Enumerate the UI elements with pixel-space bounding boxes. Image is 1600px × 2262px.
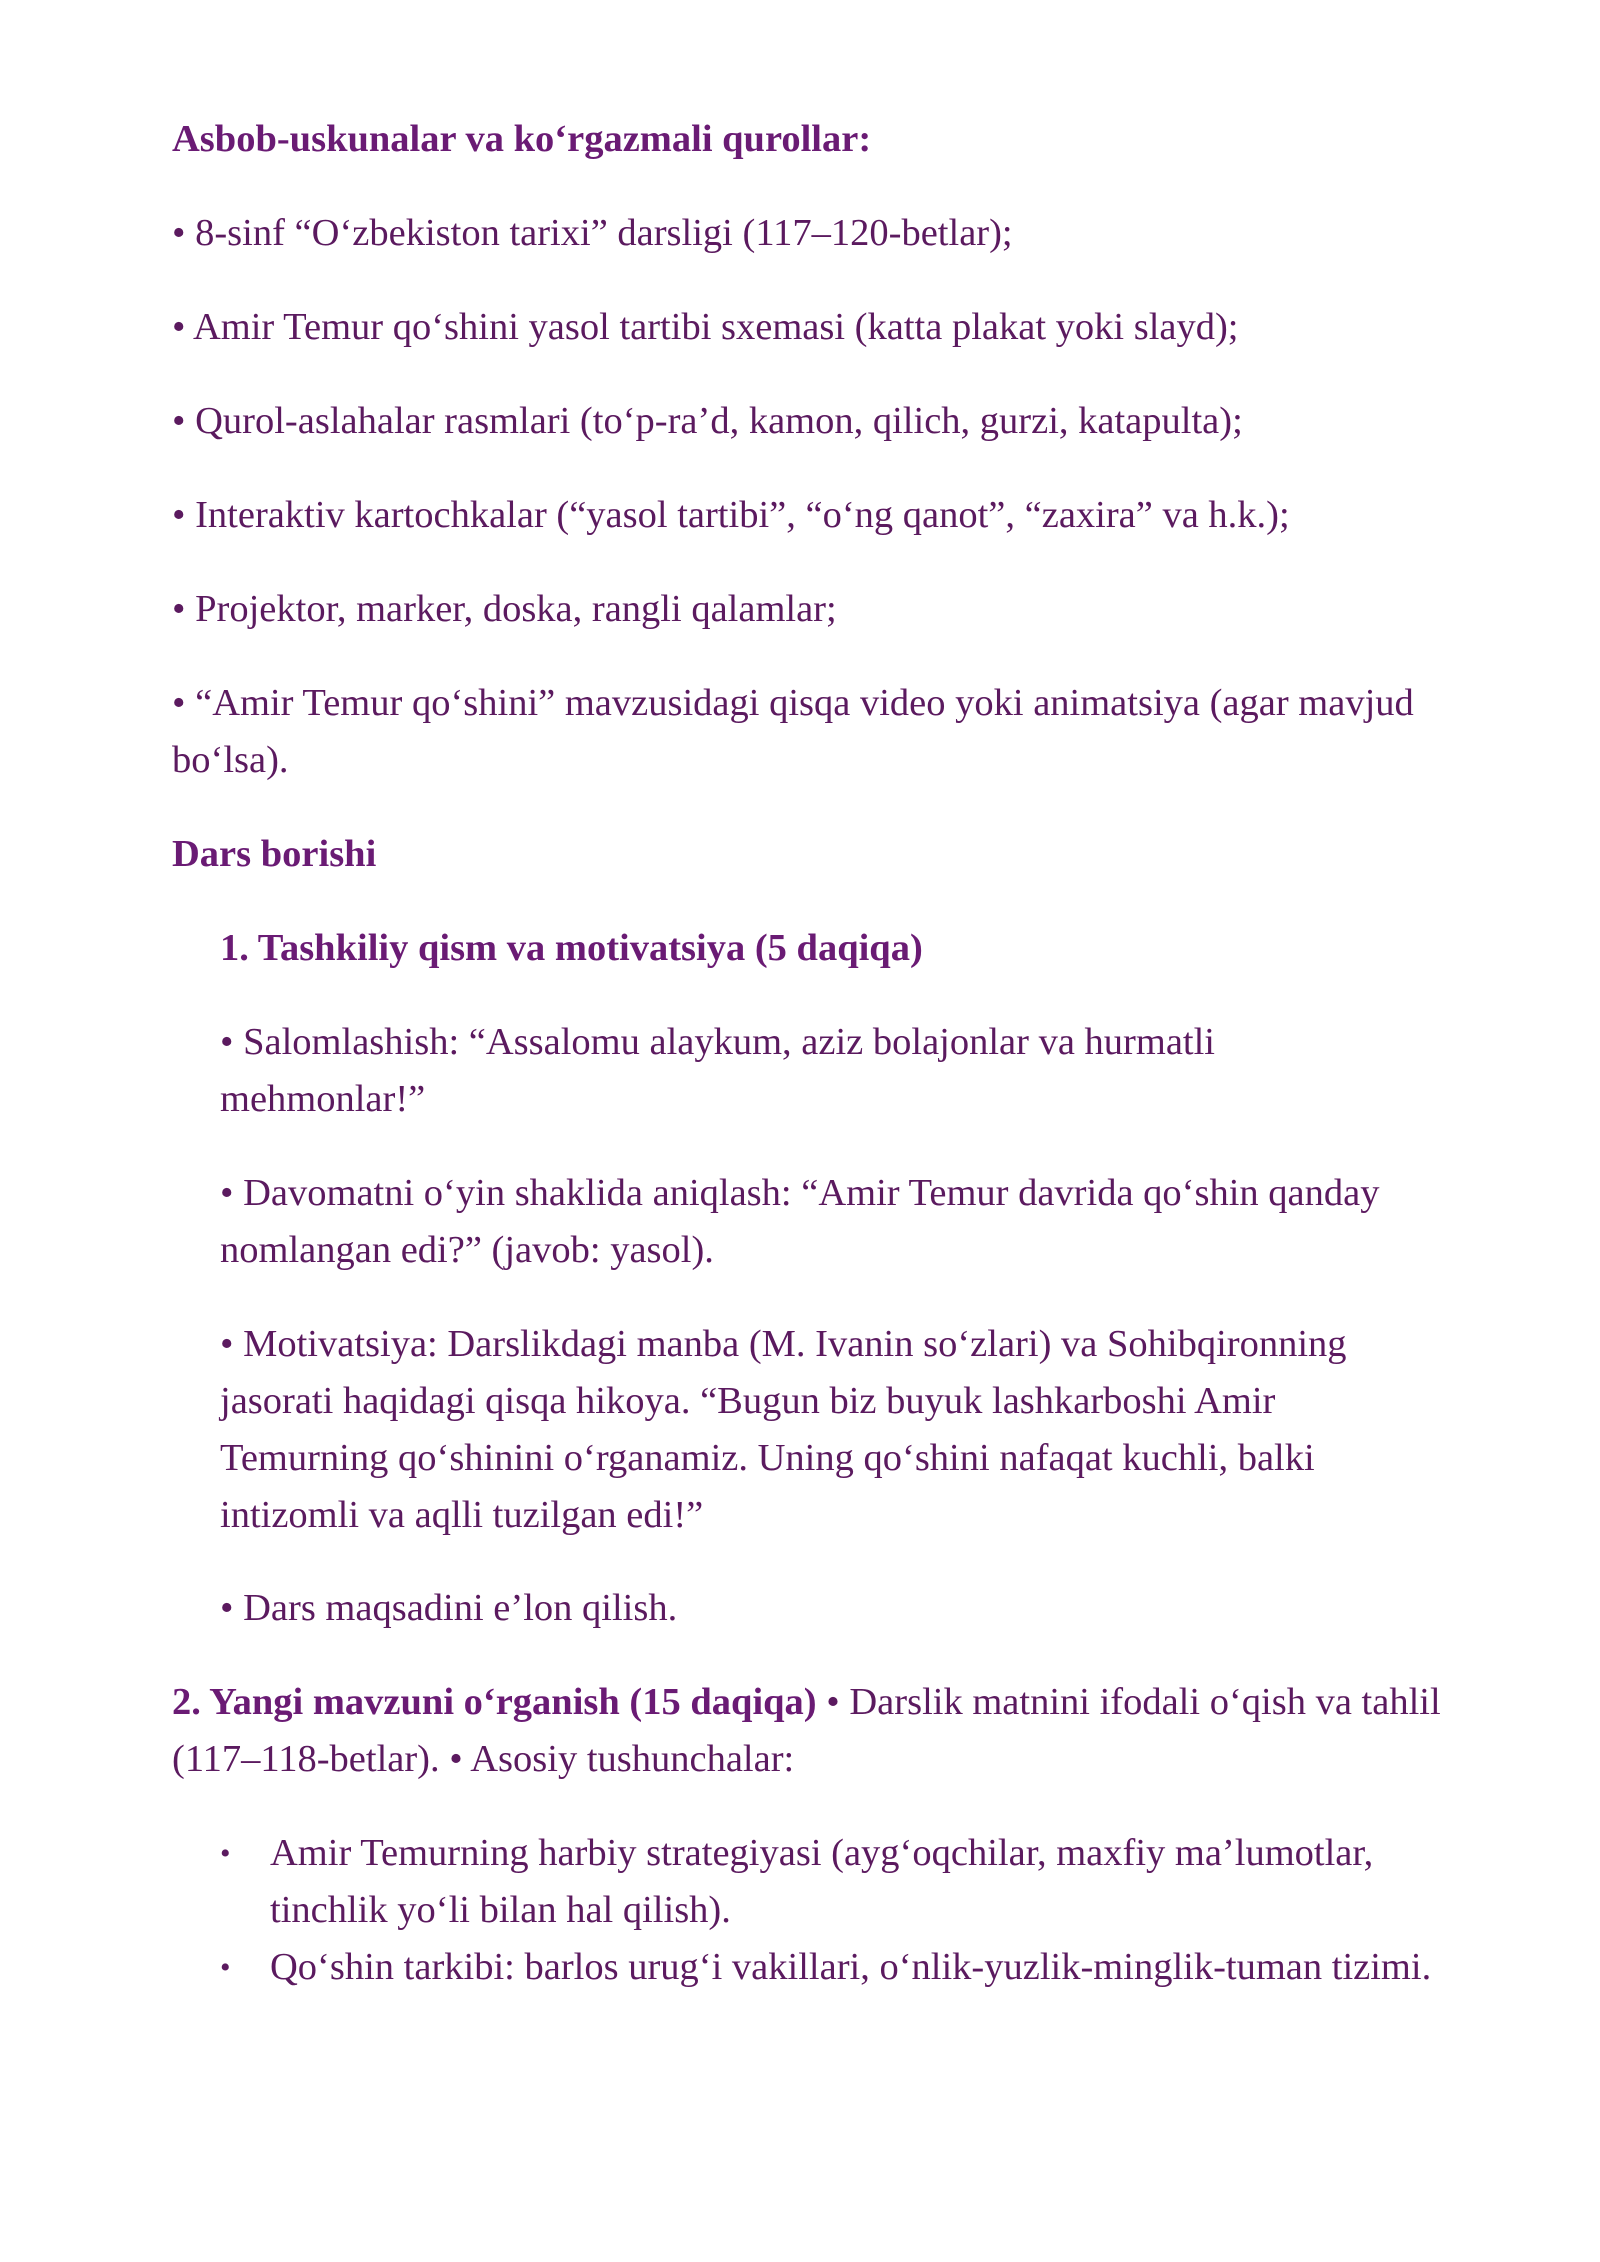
- list-item-text: Qo‘shin tarkibi: barlos urug‘i vakillari, o‘nlik-yuzlik-minglik-tuman tizimi.: [270, 1946, 1432, 1988]
- section1-item: • Salomlashish: “Assalomu alaykum, aziz bolajonlar va hurmatli mehmonlar!”: [220, 1021, 1216, 1120]
- section1-title: 1. Tashkiliy qism va motivatsiya (5 daqiqa): [220, 927, 923, 969]
- list-item: [220, 1825, 1460, 1939]
- list-item-text: Amir Temurning harbiy strategiyasi (ayg‘oqchilar, maxfiy ma’lumotlar, tinchlik yo‘li bilan hal qilish).: [270, 1832, 1374, 1931]
- section2-list: [220, 1825, 1460, 1996]
- section1-item: • Davomatni o‘yin shaklida aniqlash: “Amir Temur davrida qo‘shin qanday nomlangan edi?” (javob: yasol).: [220, 1172, 1380, 1271]
- bullet-icon: •: [220, 1951, 231, 1984]
- list-item: [220, 1939, 1460, 1996]
- equipment-item: • “Amir Temur qo‘shini” mavzusidagi qisqa video yoki animatsiya (agar mavjud bo‘lsa).: [172, 682, 1414, 781]
- section1-item: • Motivatsiya: Darslikdagi manba (M. Ivanin so‘zlari) va Sohibqironning jasorati haqidagi qisqa hikoya. “Bugun biz buyuk lashkarboshi Amir Temurning qo‘shinini o‘rganamiz. Uning qo‘shini nafaqat kuchli, balki intizomli va aqlli tuzilgan edi!”: [220, 1323, 1347, 1536]
- equipment-item: • Interaktiv kartochkalar (“yasol tartibi”, “o‘ng qanot”, “zaxira” va h.k.);: [172, 494, 1290, 536]
- section2-title: 2. Yangi mavzuni o‘rganish (15 daqiqa): [172, 1681, 817, 1723]
- equipment-item: • Projektor, marker, doska, rangli qalamlar;: [172, 588, 837, 630]
- equipment-item: • Amir Temur qo‘shini yasol tartibi sxemasi (katta plakat yoki slayd);: [172, 306, 1239, 348]
- lesson-heading: Dars borishi: [172, 833, 377, 875]
- bullet-icon: •: [220, 1837, 231, 1870]
- section2-intro: • Darslik matnini ifodali o‘qish va tahlil (117–118-betlar). • Asosiy tushunchalar:: [172, 1681, 1441, 1780]
- section2-paragraph: [172, 1674, 1452, 1788]
- equipment-heading: Asbob-uskunalar va ko‘rgazmali qurollar:: [172, 118, 872, 160]
- equipment-item: • 8-sinf “O‘zbekiston tarixi” darsligi (117–120-betlar);: [172, 212, 1013, 254]
- equipment-item: • Qurol-aslahalar rasmlari (to‘p-ra’d, kamon, qilich, gurzi, katapulta);: [172, 400, 1243, 442]
- section1-item: • Dars maqsadini e’lon qilish.: [220, 1587, 678, 1629]
